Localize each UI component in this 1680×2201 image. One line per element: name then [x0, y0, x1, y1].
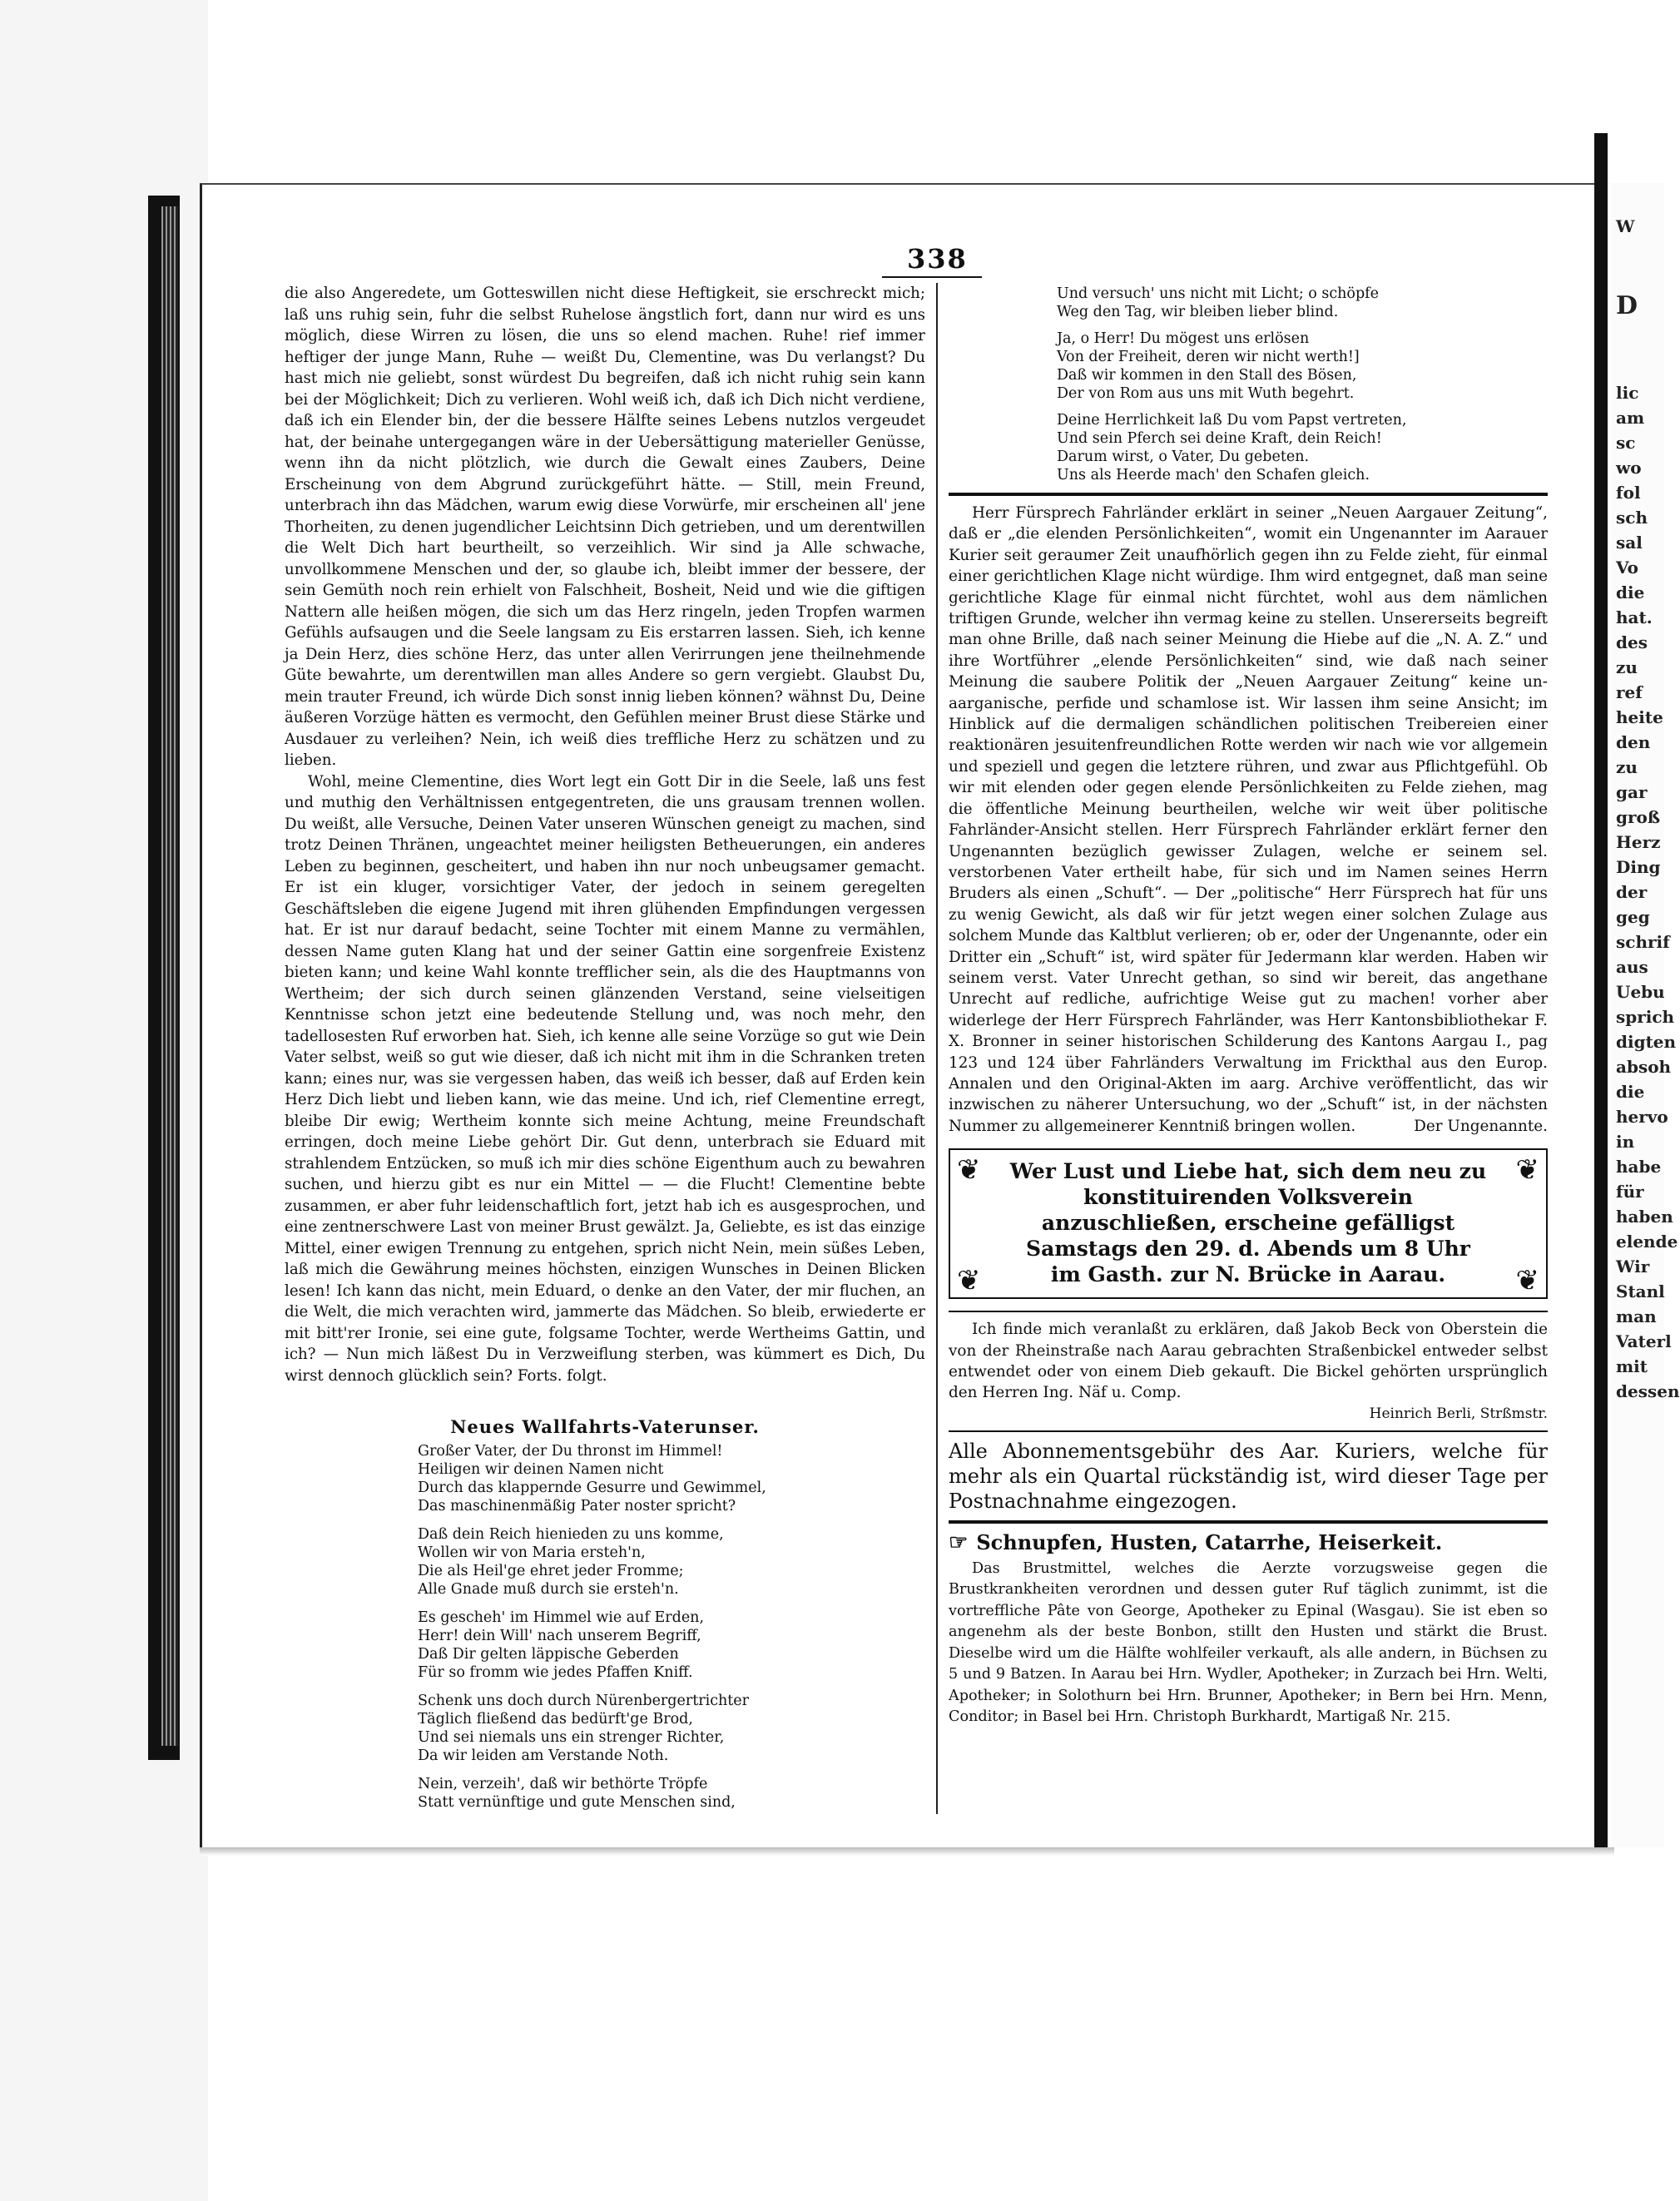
section-rule — [949, 1520, 1548, 1524]
ornament-icon: ❦ — [957, 1153, 981, 1187]
pointing-hand-icon: ☞ — [949, 1529, 969, 1555]
poem-line: Weg den Tag, wir bleiben lieber blind. — [1057, 304, 1339, 320]
poem-line: Und sein Pferch sei deine Kraft, dein Reich! — [1057, 430, 1382, 447]
poem-line: Daß wir kommen in den Stall des Bösen, — [1057, 367, 1357, 384]
right-column — [949, 285, 1548, 1728]
facing-page-fragment: mit — [1616, 1356, 1648, 1376]
subscription-notice: Alle Abonnementsgebühr des Aar. Kuriers, welche für mehr als ein Quartal rückständig ist, wird dieser Tage per Postnachnahme eingezogen. — [949, 1439, 1548, 1513]
facing-page-fragment: für — [1616, 1182, 1644, 1202]
poem-line: Da wir leiden am Verstande Noth. — [418, 1747, 669, 1764]
facing-page-fragment: sprich — [1616, 1007, 1675, 1027]
facing-page-fragment: gar — [1616, 782, 1648, 802]
facing-page-fragment: geg — [1616, 907, 1650, 927]
poem-line: Und sei niemals uns ein strenger Richter, — [418, 1729, 725, 1746]
poem-line: Alle Gnade muß durch sie ersteh'n. — [418, 1581, 679, 1598]
facing-page-fragment: in — [1616, 1132, 1635, 1152]
page-bottom-shadow — [200, 1847, 1614, 1856]
poem-line: Daß dein Reich hienieden zu uns komme, — [418, 1526, 724, 1543]
facing-page-fragment: zu — [1616, 657, 1638, 677]
facing-page-fragment: man — [1616, 1306, 1657, 1326]
notice-box — [949, 1148, 1548, 1299]
facing-page-fragment: Vaterl — [1616, 1331, 1672, 1351]
poem-line: Uns als Heerde mach' den Schafen gleich. — [1057, 467, 1370, 483]
facing-page-fragment: haben — [1616, 1207, 1673, 1227]
facing-page-fragment: aus — [1616, 957, 1648, 977]
ornament-icon: ❦ — [1515, 1264, 1539, 1298]
poem-stanza — [1057, 330, 1548, 403]
facing-page-fragment: Stanl — [1616, 1281, 1665, 1301]
poem-line: Täglich fließend das bedürft'ge Brod, — [418, 1711, 693, 1728]
story-paragraph: die also Angeredete, um Gotteswillen nicht diese Heftigkeit, sie erschreckt mich; laß uns ruhig sein, fuhr die selbst Ruhelose ängstlich fort, dann nur wird es uns möglich, diese Wirren zu lösen, die uns so elend machen. Ruhe! rief immer heftiger der junge Mann, Ruhe — weißt Du, Clementine, was Du verlangst? Du hast mich nie geliebt, sonst würdest Du begreifen, daß ich nicht ruhig sein kann bei der Möglichkeit; Dich zu verlieren. Wohl weiß ich, daß ich Dich nicht verdiene, daß ich ein Elender bin, der die bessere Hälfte seines Lebens nutzlos vergeudet hat, der beinahe untergegangen wäre in der Uebersättigung materieller Genüsse, wenn ihn da nicht plötzlich, wie durch die Gewalt eines Zaubers, Deine Erscheinung von dem Abgrund zurückgeführt hätte. — Still, mein Freund, unterbrach ihn das Mädchen, warum ewig diese Vorwürfe, mir erscheinen all' jene Thorheiten, zu denen jugendlicher Leichtsinn Dich getrieben, und um derentwillen die Welt Dich hart beurtheilt, so verzeihlich. Wir sind ja Alle schwache, unvollkommene Menschen und der, so glaube ich, bleibt immer der bessere, der sein Gemüth noch rein erhielt von Falschheit, Bosheit, Neid und wie die giftigen Nattern alle heißen mögen, die sich um das Herz ringeln, jeden Tropfen warmen Gefühls aufsaugen und die Seele langsam zu Eis erstarren lassen. Sieh, ich kenne ja Dein Herz, dies schöne Herz, das unter allen Verirrungen jene theilnehmende Güte bewahrte, um derentwillen man alles Andere so gern vergiebt. Glaubst Du, mein trauter Freund, ich würde Dich sonst innig lieben können? wähnst Du, Deine äußeren Vorzüge hätten es vermocht, den Gefühlen meiner Brust diese Stärke und Ausdauer zu verleihen? Nein, ich weiß dies treffliche Herz zu schätzen und zu lieben. — [285, 285, 925, 769]
facing-page-fragment: schrif — [1616, 932, 1670, 952]
poem-stanza — [418, 1609, 925, 1682]
facing-page-fragment: D — [1616, 291, 1638, 320]
poem-stanza — [418, 1442, 925, 1515]
poem-line: Das maschinenmäßig Pater noster spricht? — [418, 1498, 736, 1514]
poem-line: Durch das klappernde Gesurre und Gewimmel, — [418, 1480, 766, 1496]
ornament-icon: ❦ — [1515, 1153, 1539, 1187]
facing-page-fragment: digten — [1616, 1032, 1677, 1052]
section-rule — [949, 493, 1548, 496]
poem-line: Nein, verzeih', daß wir bethörte Tröpfe — [418, 1776, 708, 1792]
facing-page-fragment: hervo — [1616, 1107, 1668, 1127]
section-rule — [949, 1430, 1548, 1432]
poem-line: Herr! dein Will' nach unserem Begriff, — [418, 1628, 701, 1644]
poem — [285, 1442, 925, 1812]
poem-stanza — [418, 1692, 925, 1765]
facing-page-fragment: Herz — [1616, 832, 1661, 852]
poem-line: Es gescheh' im Himmel wie auf Erden, — [418, 1609, 705, 1626]
facing-page-fragment: wo — [1616, 458, 1642, 478]
poem-line: Heiligen wir deinen Namen nicht — [418, 1461, 664, 1478]
facing-page-fragment: dessen — [1616, 1381, 1680, 1401]
story-paragraph: Wohl, meine Clementine, dies Wort legt ein Gott Dir in die Seele, laß uns fest und muthig den Verhältnissen entgegentreten, die uns grausam trennen wollen. Du weißt, alle Versuche, Deinen Vater unseren Wünschen geneigt zu machen, sind trotz Deinen Thränen, ungeachtet meiner heiligsten Betheuerungen, ein anderes Leben zu beginnen, gescheitert, und haben ihn nur noch unbeugsamer gemacht. Er ist ein kluger, vorsichtiger Vater, der jedoch in seinem geregelten Geschäftsleben die eigene Jugend mit ihren glühenden Empfindungen vergessen hat. Er ist nur darauf bedacht, seine Tochter mit einem Manne zu vermählen, dessen Name guten Klang hat und der seiner Gattin eine sorgenfreie Existenz bieten kann; und keine Wahl konnte trefflicher sein, als die des Hauptmanns von Wertheim; der sich durch seinen glänzenden Verstand, seine vielseitigen Kenntnisse schon jetzt eine bedeutende Stellung und, was noch mehr, den tadellosesten Ruf erworben hat. Sieh, ich kenne alle seine Vorzüge so gut wie Dein Vater selbst, weiß so gut wie dieser, daß ich nicht mit ihm in die Schranken treten kann; eines nur, was sie vergessen haben, das weiß ich besser, daß auf Erden kein Herz Dich liebt und lieben kann, wie das meine. Und ich, rief Clementine erregt, bleibe Dir ewig; Wertheim konnte sich meine Achtung, meine Freundschaft erringen, doch meine Liebe gehört Dir. Gut denn, unterbrach sie Eduard mit strahlendem Entzücken, so muß ich mir dies schöne Eigenthum auch zu bewahren suchen, und hierzu gibt es nur ein Mittel — — die Flucht! Clementine bebte zusammen, er aber fuhr leidenschaftlich fort, jetzt hab ich es ausgesprochen, und eine zentnerschwere Last von meiner Brust gewälzt. Ja, Geliebte, es ist das einzige Mittel, einer ewigen Trennung zu entgehen, sprich nicht Nein, mein süßes Leben, laß mich die Gewährung meines höchsten, einzigen Wunsches in Deinen Blicken lesen! Ich kann das nicht, mein Eduard, o denke an den Vater, der mir fluchen, an die Welt, die mich verachten wird, jammerte das Mädchen. So bleib, erwiederte er mit bitt'rer Ironie, sei eine gute, folgsame Tochter, werde Wertheims Gattin, und ich? — Nun mich läßest Du in Verzweiflung sterben, was kümmert es Dich, Du wirst dennoch glücklich sein? Forts. folgt. — [285, 772, 925, 1385]
facing-page-fragment: Vo — [1616, 558, 1639, 578]
poem-continuation — [949, 285, 1548, 484]
poem-line: Darum wirst, o Vater, Du gebeten. — [1057, 449, 1310, 465]
poem-stanza — [418, 1525, 925, 1599]
facing-page-edge — [1611, 183, 1680, 1847]
poem-line: Deine Herrlichkeit laß Du vom Papst vertreten, — [1057, 412, 1407, 429]
facing-page-fragment: elende — [1616, 1232, 1678, 1252]
poem-line: Daß Dir gelten läppische Geberden — [418, 1646, 679, 1663]
facing-page-fragment: Ding — [1616, 857, 1661, 877]
poem-line: Großer Vater, der Du thronst im Himmel! — [418, 1443, 723, 1460]
poem-stanza — [418, 1775, 925, 1812]
page-number-underline — [882, 276, 982, 278]
facing-page-fragment: am — [1616, 408, 1645, 428]
facing-page-fragment: Wir — [1616, 1257, 1650, 1276]
facing-page-fragment: ref — [1616, 682, 1643, 702]
article-signature: Der Ungenannte. — [1414, 1118, 1548, 1136]
poem-line: Für so fromm wie jedes Pfaffen Kniff. — [418, 1664, 693, 1681]
facing-page-fragment: absoh — [1616, 1057, 1672, 1077]
poem-line: Der von Rom aus uns mit Wuth begehrt. — [1057, 385, 1355, 402]
left-column — [285, 283, 925, 1822]
facing-page-fragment: Uebu — [1616, 982, 1665, 1002]
facing-page-fragment: die — [1616, 1082, 1645, 1102]
poem-line: Schenk uns doch durch Nürenbergertrichter — [418, 1693, 750, 1709]
facing-page-fragment: lic — [1616, 383, 1639, 403]
poem-line: Und versuch' uns nicht mit Licht; o schöpfe — [1057, 285, 1379, 302]
facing-page-fragment: die — [1616, 582, 1645, 602]
declaration-paragraph: Ich finde mich veranlaßt zu erklären, daß Jakob Beck von Oberstein die von der Rheinstraße nach Aarau gebrachten Straßenbickel entweder selbst entwendet oder von einem Dieb gekauft. Die Bickel gehörten ursprünglich den Herren Ing. Näf u. Comp. — [949, 1321, 1548, 1402]
poem-line: Wollen wir von Maria ersteh'n, — [418, 1544, 646, 1561]
facing-page-fragment: hat. — [1616, 607, 1653, 627]
poem-line: Ja, o Herr! Du mögest uns erlösen — [1057, 330, 1310, 347]
facing-page-fragment: heite — [1616, 707, 1663, 727]
page-number: 338 — [907, 243, 968, 275]
facing-page-fragment: habe — [1616, 1157, 1662, 1177]
declaration-signature: Heinrich Berli, Strßmstr. — [1369, 1405, 1548, 1422]
facing-page-fragment: sc — [1616, 433, 1636, 453]
poem-stanza — [1057, 285, 1548, 321]
section-rule — [949, 1311, 1548, 1312]
book-binding — [0, 0, 208, 2201]
article-paragraph: Herr Fürsprech Fahrländer erklärt in seiner „Neuen Aargauer Zeitung“, daß er „die elenden Persönlichkeiten“, womit ein Ungenannter im Aarauer Kurier seit geraumer Zeit unaufhörlich gegen ihn zu Felde zieht, für einmal einer gerichtlichen Klage nicht würdige. Ihm wird entgegnet, daß man seine gerichtliche Klage für einmal nicht fürchtet, wohl aus dem nämlichen triftigen Grunde, welcher ihn vermag keine zu stellen. Unsererseits begreift man ohne Brille, daß nach seiner Meinung die Hiebe auf die „N. A. Z.“ und ihre Wortführer „elende Persönlichkeiten“ sind, wie daß nach seiner Meinung die saubere Politik der „Neuen Aargauer Zeitung“ keine un-aarganische, perfide und schamlose ist. Wir lassen ihm seine Ansicht; im Hinblick auf die dermaligen schändlichen politischen Treibereien einer reaktionären jesuitenfreundlichen Rotte werden wir nach wie vor allgemein und speziell und gegen die letztere rühren, und zwar aus Pflichtgefühl. Ob wir mit elenden oder gegen elende Persönlichkeiten zu Felde ziehen, mag die öffentliche Meinung beurtheilen, welche wir weit über politische Fahrländer-Ansicht stellen. Herr Fürsprech Fahrländer erklärt ferner den Ungenannten bezüglich gewisser Zulagen, welche er seinem sel. verstorbenen Vater ertheilt habe, für sich und im Namen seines Herrn Bruders als einen „Schuft“. — Der „politische“ Herr Fürsprech hat für uns zu wenig Gewicht, als daß wir für jetzt wegen einer solchen Zulage aus solchem Munde das Kaltblut verlieren; ob er, oder der Ungenannte, oder ein Dritter ein „Schuft“ ist, wird später für Jedermann klar werden. Haben wir seinem verst. Vater Unrecht gethan, so sind wir bereit, das angethane Unrecht auf redliche, aufrichtige Weise gut zu machen! vorher aber widerlege der Herr Fürsprech Fahrländer, was Herr Kantonsbibliothekar F. X. Bronner in seiner historischen Schilderung des Kantons Aargau I., pag 123 und 124 über Fahrländers Verwaltung im Frickthal aus den Europ. Annalen und den Original-Akten im aarg. Archive veröffentlicht, das wir inzwischen zu näherer Untersuchung, wo der „Schuft“ ist, in der nächsten Nummer zu allgemeinerer Kenntniß bringen wollen. — [949, 504, 1548, 1135]
facing-page-fragment: fol — [1616, 483, 1641, 503]
facing-page-fragment: sch — [1616, 508, 1648, 528]
advertisement-title-text: Schnupfen, Husten, Catarrhe, Heiserkeit. — [976, 1529, 1443, 1554]
notice-text: Wer Lust und Liebe hat, sich dem neu zu konstituirenden Volksverein anzuschließen, erscheine gefälligst Samstags den 29. d. Abends um 8 Uhr im Gasth. zur N. Brücke in Aarau. — [1009, 1159, 1487, 1287]
facing-page-fragment: sal — [1616, 533, 1643, 553]
facing-page-fragment: des — [1616, 632, 1648, 652]
poem-line: Statt vernünftige und gute Menschen sind, — [418, 1794, 736, 1811]
facing-page-fragment: groß — [1616, 807, 1661, 827]
gutter-shadow — [1594, 133, 1608, 1847]
binding-page-edges — [161, 206, 178, 1746]
advertisement-title — [949, 1530, 1548, 1555]
ornament-icon: ❦ — [957, 1264, 981, 1298]
facing-page-fragment: zu — [1616, 757, 1638, 777]
facing-page-fragment: den — [1616, 732, 1651, 752]
facing-page-fragment: der — [1616, 882, 1648, 902]
poem-line: Von der Freiheit, deren wir nicht werth!] — [1057, 349, 1360, 365]
advertisement-text: Das Brustmittel, welches die Aerzte vorzugsweise gegen die Brustkrankheiten verordnen und dessen guter Ruf täglich zunimmt, ist die vortreffliche Pâte von George, Apotheker zu Epinal (Wasgau). Sie ist eben so angenehm als der beste Bonbon, stillt den Husten und stärkt die Brust. Dieselbe wird um die Hälfte wohlfeiler verkauft, als alle andern, in Büchsen zu 5 und 9 Batzen. In Aarau bei Hrn. Wydler, Apotheker; in Zurzach bei Hrn. Welti, Apotheker; in Solothurn bei Hrn. Brunner, Apotheker; in Bern bei Hrn. Menn, Conditor; in Basel bei Hrn. Christoph Burkhardt, Martigaß Nr. 215. — [949, 1559, 1548, 1726]
poem-line: Die als Heil'ge ehret jeder Fromme; — [418, 1563, 684, 1579]
poem-stanza — [1057, 411, 1548, 484]
poem-title: Neues Wallfahrts-Vaterunser. — [450, 1416, 760, 1437]
facing-page-fragment: W — [1616, 216, 1635, 236]
column-divider — [936, 283, 938, 1814]
